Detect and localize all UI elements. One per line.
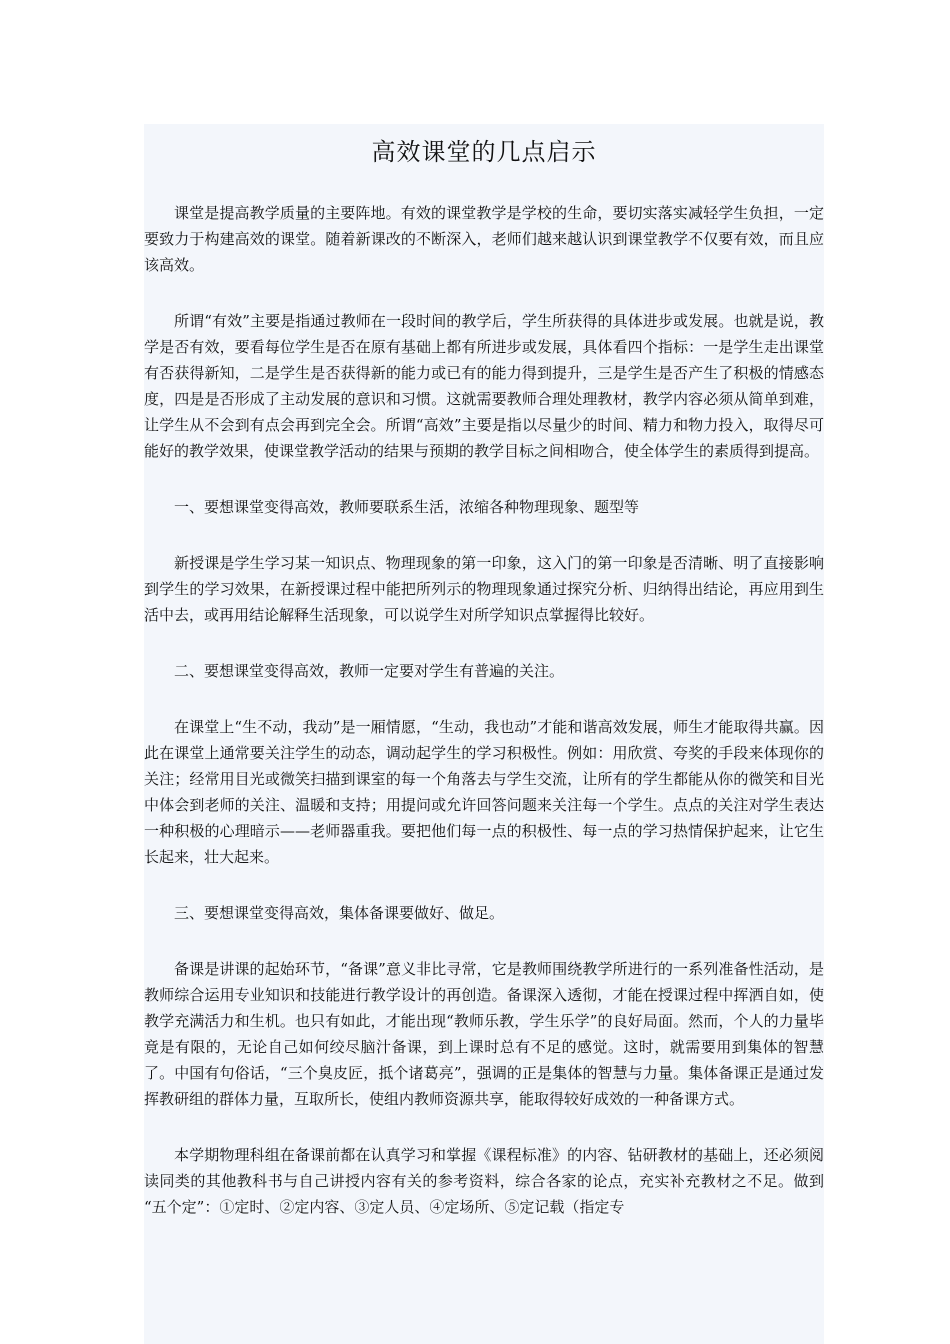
section-heading-1: 一、要想课堂变得高效，教师要联系生活，浓缩各种物理现象、题型等 [174,498,640,516]
paragraph-section-2: 在课堂上“生不动，我动”是一厢情愿，“生动，我也动”才能和谐高效发展，师生才能取得共赢。因此在课堂上通常要关注学生的动态，调动起学生的学习积极性。例如：用欣赏、夸奖的手段来体现你的关注；经常用目光或微笑扫描到课室的每一个角落去与学生交流，让所有的学生都能从你的微笑和目光中体会到老师的关注、温暖和支持；用提问或允许回答问题来关注每一个学生。点点的关注对学生表达一种积极的心理暗示——老师器重我。要把他们每一点的积极性、每一点的学习热情保护起来，让它生长起来，壮大起来。 [144,718,824,866]
paragraph-section-3: 备课是讲课的起始环节，“备课”意义非比寻常，它是教师围绕教学所进行的一系列准备性活动，是教师综合运用专业知识和技能进行教学设计的再创造。备课深入透彻，才能在授课过程中挥洒自如，使教学充满活力和生机。也只有如此，才能出现“教师乐教，学生乐学”的良好局面。然而，个人的力量毕竟是有限的，无论自己如何绞尽脑汁备课，到上课时总有不足的感觉。这时，就需要用到集体的智慧了。中国有句俗话，“三个臭皮匠，抵个诸葛亮”，强调的正是集体的智慧与力量。集体备课正是通过发挥教研组的群体力量，互取所长，使组内教师资源共享，能取得较好成效的一种备课方式。 [144,960,824,1108]
paragraph-section-1: 新授课是学生学习某一知识点、物理现象的第一印象，这入门的第一印象是否清晰、明了直接影响到学生的学习效果，在新授课过程中能把所列示的物理现象通过探究分析、归纳得出结论，再应用到生活中去，或再用结论解释生活现象，可以说学生对所学知识点掌握得比较好。 [144,554,824,624]
paragraph-definition: 所谓“有效”主要是指通过教师在一段时间的教学后，学生所获得的具体进步或发展。也就是说，教学是否有效，要看每位学生是否在原有基础上都有所进步或发展，具体看四个指标：一是学生走出课堂有否获得新知，二是学生是否获得新的能力或已有的能力得到提升，三是学生是否产生了积极的情感态度，四是是否形成了主动发展的意识和习惯。这就需要教师合理处理教材，教学内容必须从简单到难，让学生从不会到有点会再到完全会。所谓“高效”主要是指以尽量少的时间、精力和物力投入，取得尽可能好的教学效果，使课堂教学活动的结果与预期的教学目标之间相吻合，使全体学生的素质得到提高。 [144,312,824,460]
paragraph-section-3-continued: 本学期物理科组在备课前都在认真学习和掌握《课程标准》的内容、钻研教材的基础上，还必须阅读同类的其他教科书与自己讲授内容有关的参考资料，综合各家的论点，充实补充教材之不足。做到 “五个定”：①定时、②定内容、③定人员、④定场所、⑤定记载（指定专 [144,1146,824,1216]
section-heading-3: 三、要想课堂变得高效，集体备课要做好、做足。 [174,904,505,922]
section-heading-2: 二、要想课堂变得高效，教师一定要对学生有普遍的关注。 [174,662,565,680]
paragraph-intro: 课堂是提高教学质量的主要阵地。有效的课堂教学是学校的生命，要切实落实减轻学生负担，一定要致力于构建高效的课堂。随着新课改的不断深入，老师们越来越认识到课堂教学不仅要有效，而且应该高效。 [144,204,824,274]
document-page [144,124,824,1344]
document-title: 高效课堂的几点启示 [371,138,597,166]
